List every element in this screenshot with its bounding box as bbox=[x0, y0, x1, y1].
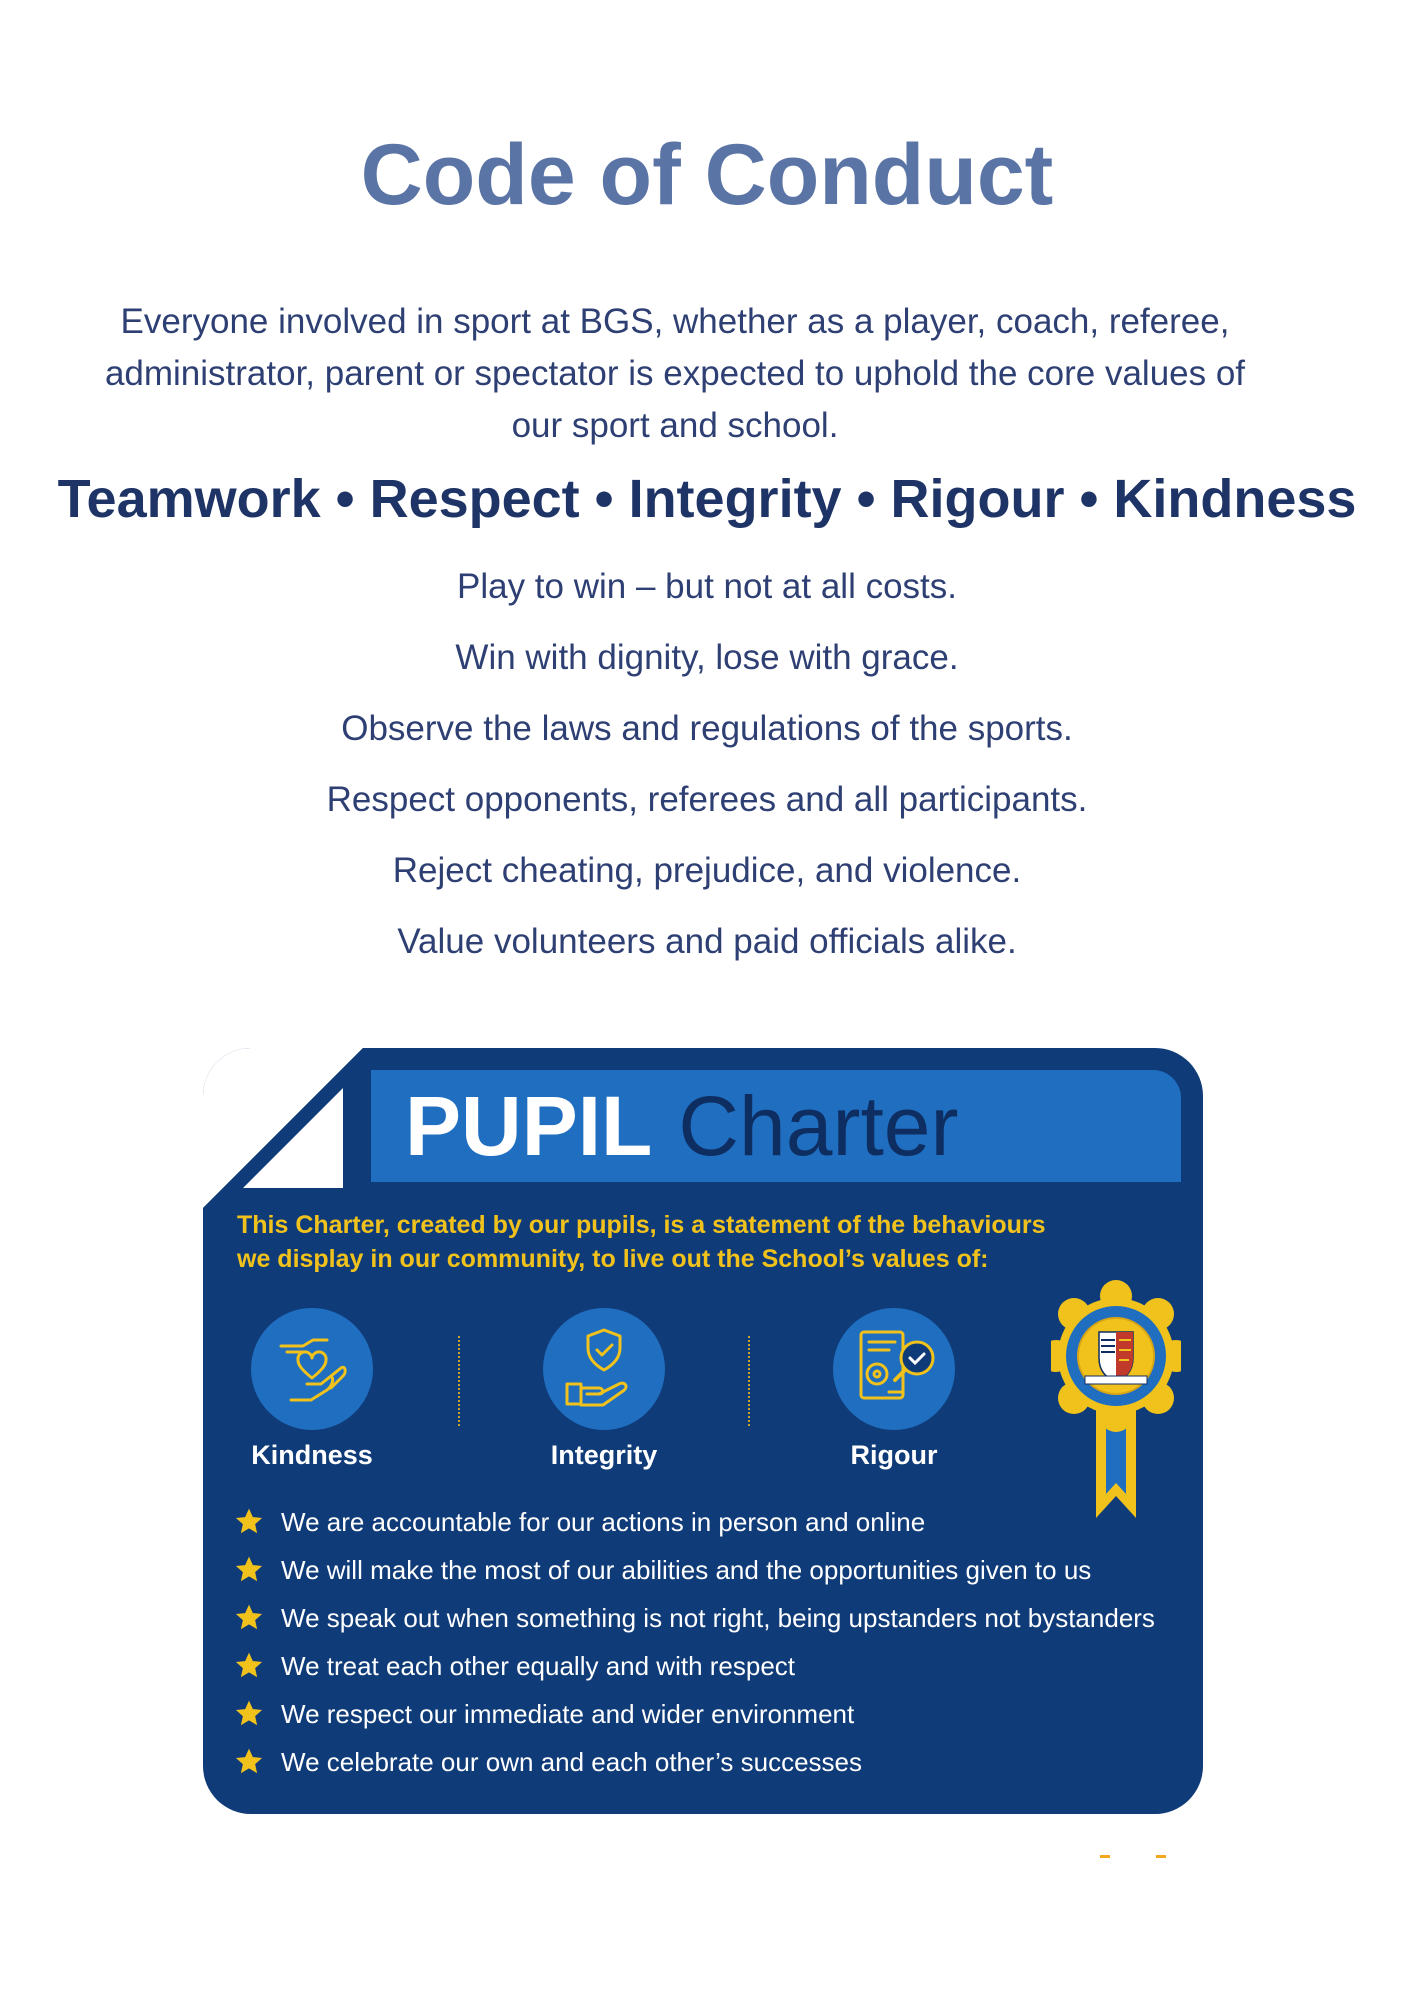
divider bbox=[748, 1336, 750, 1426]
page-fold-icon bbox=[203, 1048, 363, 1208]
list-item bbox=[233, 1738, 1193, 1786]
star-icon bbox=[233, 1650, 265, 1682]
list-item bbox=[233, 1642, 1193, 1690]
charter-title-banner bbox=[371, 1070, 1181, 1182]
principle-item: Reject cheating, prejudice, and violence. bbox=[392, 851, 1022, 890]
value-label-integrity: Integrity bbox=[550, 1440, 658, 1470]
document-magnifier-icon bbox=[833, 1308, 955, 1430]
list-item bbox=[233, 1498, 1193, 1546]
principle-item: Observe the laws and regulations of the sports. bbox=[341, 709, 1073, 748]
charter-bullet-list bbox=[233, 1498, 1193, 1786]
bullet-text: We respect our immediate and wider environment bbox=[281, 1698, 855, 1729]
star-icon bbox=[233, 1698, 265, 1730]
intro-paragraph: Everyone involved in sport at BGS, whether as a player, coach, referee, administrator, parent or spectator is expected to uphold the core values of our sport and school. bbox=[104, 302, 1246, 445]
hands-heart-icon bbox=[251, 1308, 373, 1430]
pupil-charter-panel bbox=[203, 1048, 1203, 1814]
principle-item: Respect opponents, referees and all participants. bbox=[326, 780, 1088, 819]
decorative-dash bbox=[1100, 1855, 1110, 1858]
bullet-text: We are accountable for our actions in person and online bbox=[281, 1506, 926, 1537]
bullet-text: We treat each other equally and with respect bbox=[281, 1650, 796, 1681]
star-icon bbox=[233, 1554, 265, 1586]
page-title: Code of Conduct bbox=[360, 127, 1054, 223]
charter-title-bold: PUPIL bbox=[405, 1079, 653, 1173]
hand-shield-icon bbox=[543, 1308, 665, 1430]
charter-intro bbox=[237, 1208, 1117, 1276]
value-label-kindness: Kindness bbox=[251, 1440, 373, 1470]
list-item bbox=[233, 1690, 1193, 1738]
principles-list bbox=[0, 565, 1414, 991]
charter-title-light: Charter bbox=[678, 1079, 959, 1173]
bullet-text: We will make the most of our abilities and the opportunities given to us bbox=[281, 1554, 1092, 1585]
star-icon bbox=[233, 1506, 265, 1538]
star-icon bbox=[233, 1602, 265, 1634]
charter-intro-line: This Charter, created by our pupils, is a statement of the behaviours bbox=[237, 1211, 1046, 1239]
core-values-line: Teamwork • Respect • Integrity • Rigour • Kindness bbox=[57, 469, 1357, 529]
principle-item: Value volunteers and paid officials alike. bbox=[397, 922, 1017, 961]
divider bbox=[458, 1336, 460, 1426]
principle-item: Play to win – but not at all costs. bbox=[457, 567, 957, 606]
list-item bbox=[233, 1546, 1193, 1594]
charter-intro-line: we display in our community, to live out the School’s values of: bbox=[237, 1245, 989, 1273]
principle-item: Win with dignity, lose with grace. bbox=[455, 638, 959, 677]
bullet-text: We speak out when something is not right, being upstanders not bystanders bbox=[281, 1602, 1155, 1633]
decorative-dash bbox=[1156, 1855, 1166, 1858]
school-crest-rosette-icon bbox=[1051, 1258, 1181, 1528]
star-icon bbox=[233, 1746, 265, 1778]
value-label-rigour: Rigour bbox=[850, 1440, 938, 1470]
bullet-text: We celebrate our own and each other’s successes bbox=[281, 1746, 863, 1777]
list-item bbox=[233, 1594, 1193, 1642]
